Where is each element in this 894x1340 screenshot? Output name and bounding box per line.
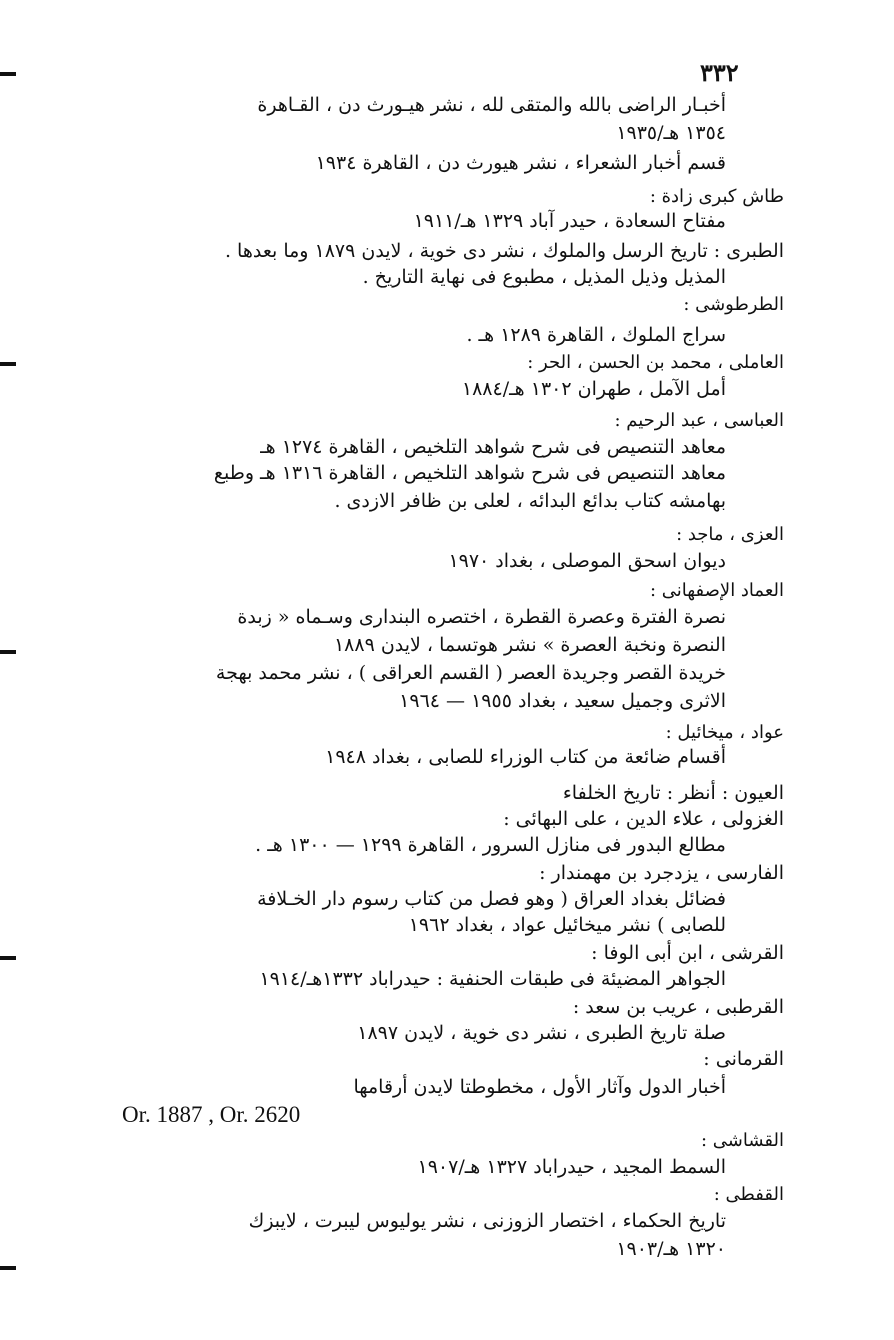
entry-heading: الغزولى ، علاء الدين ، على البهائى : [503,808,784,830]
text-line: مطالع البدور فى منازل السرور ، القاهرة ١٢٩٩ — ١٣٠٠ هـ . [255,834,726,856]
text-line: الجواهر المضيئة فى طبقات الحنفية : حيدراباد ١٣٣٢هـ/١٩١٤ [259,968,726,990]
text-line: أقسام ضائعة من كتاب الوزراء للصابى ، بغداد ١٩٤٨ [325,746,726,768]
text-line: النصرة ونخبة العصرة » نشر هوتسما ، لايدن ١٨٨٩ [333,634,726,656]
entry-heading: القشاشى : [700,1130,784,1151]
binding-hole-mark [0,362,16,366]
text-line: خريدة القصر وجريدة العصر ( القسم العراقى ) ، نشر محمد بهجة [215,662,726,684]
text-line: بهامشه كتاب بدائع البدائه ، لعلى بن ظافر الازدى . [334,490,726,512]
text-line: ديوان اسحق الموصلى ، بغداد ١٩٧٠ [448,550,726,572]
text-line: الاثرى وجميل سعيد ، بغداد ١٩٥٥ — ١٩٦٤ [399,690,726,712]
entry-heading: الفارسى ، يزدجرد بن مهمندار : [539,862,784,884]
text-line: المذيل وذيل المذيل ، مطبوع فى نهاية التاريخ . [362,266,726,288]
text-line: معاهد التنصيص فى شرح شواهد التلخيص ، القاهرة ١٣١٦ هـ وطبع [213,462,726,484]
binding-hole-mark [0,1266,16,1270]
text-line: فضائل بغداد العراق ( وهو فصل من كتاب رسوم دار الخـلافة [257,888,726,910]
binding-hole-mark [0,956,16,960]
entry-heading: طاش كبرى زادة : [649,186,784,207]
binding-hole-mark [0,72,16,76]
entry-heading: الطبرى : تاريخ الرسل والملوك ، نشر دى خوية ، لايدن ١٨٧٩ وما بعدها . [224,240,784,262]
text-line: صلة تاريخ الطبرى ، نشر دى خوية ، لايدن ١٨٩٧ [357,1022,726,1044]
entry-heading: القرشى ، ابن أبى الوفا : [591,942,784,964]
entry-heading: عواد ، ميخائيل : [665,722,784,743]
entry-heading: القرمانى : [703,1048,784,1070]
entry-heading: العزى ، ماجد : [676,524,784,545]
entry-heading: الطرطوشى : [683,294,784,315]
text-line: السمط المجيد ، حيدراباد ١٣٢٧ هـ/١٩٠٧ [417,1156,726,1178]
text-line: أخبـار الراضى بالله والمتقى لله ، نشر هيـورث دن ، القـاهرة [257,94,726,116]
entry-heading: القرطبى ، عريب بن سعد : [572,996,784,1018]
page-number: ٣٣٢ [700,58,739,87]
binding-hole-mark [0,650,16,654]
text-line: أمل الآمل ، طهران ١٣٠٢ هـ/١٨٨٤ [461,378,726,400]
text-line: للصابى ) نشر ميخائيل عواد ، بغداد ١٩٦٢ [408,914,726,936]
entry-heading: القفطى : [713,1184,784,1205]
entry-heading: العماد الإصفهانى : [649,580,784,601]
text-line: نصرة الفترة وعصرة القطرة ، اختصره البندارى وسـماه « زبدة [237,606,726,628]
text-line: ١٣٥٤ هـ/١٩٣٥ [616,122,726,144]
entry-heading: العباسى ، عبد الرحيم : [614,410,784,431]
entry-heading: العيون : أنظر : تاريخ الخلفاء [562,782,784,804]
text-line: تاريخ الحكماء ، اختصار الزوزنى ، نشر يوليوس ليبرت ، لايبزك [248,1210,726,1232]
text-line: معاهد التنصيص فى شرح شواهد التلخيص ، القاهرة ١٢٧٤ هـ [260,436,726,458]
text-line: سراج الملوك ، القاهرة ١٢٨٩ هـ . [466,324,726,346]
entry-heading: العاملى ، محمد بن الحسن ، الحر : [527,352,784,373]
text-line: ١٣٢٠ هـ/١٩٠٣ [616,1238,726,1260]
text-line: مفتاح السعادة ، حيدر آباد ١٣٢٩ هـ/١٩١١ [413,210,726,232]
text-line: أخبار الدول وآثار الأول ، مخطوطتا لايدن أرقامها [353,1076,726,1098]
manuscript-references: Or. 1887 , Or. 2620 [122,1102,301,1127]
text-line: قسم أخبار الشعراء ، نشر هيورث دن ، القاهرة ١٩٣٤ [315,152,726,174]
